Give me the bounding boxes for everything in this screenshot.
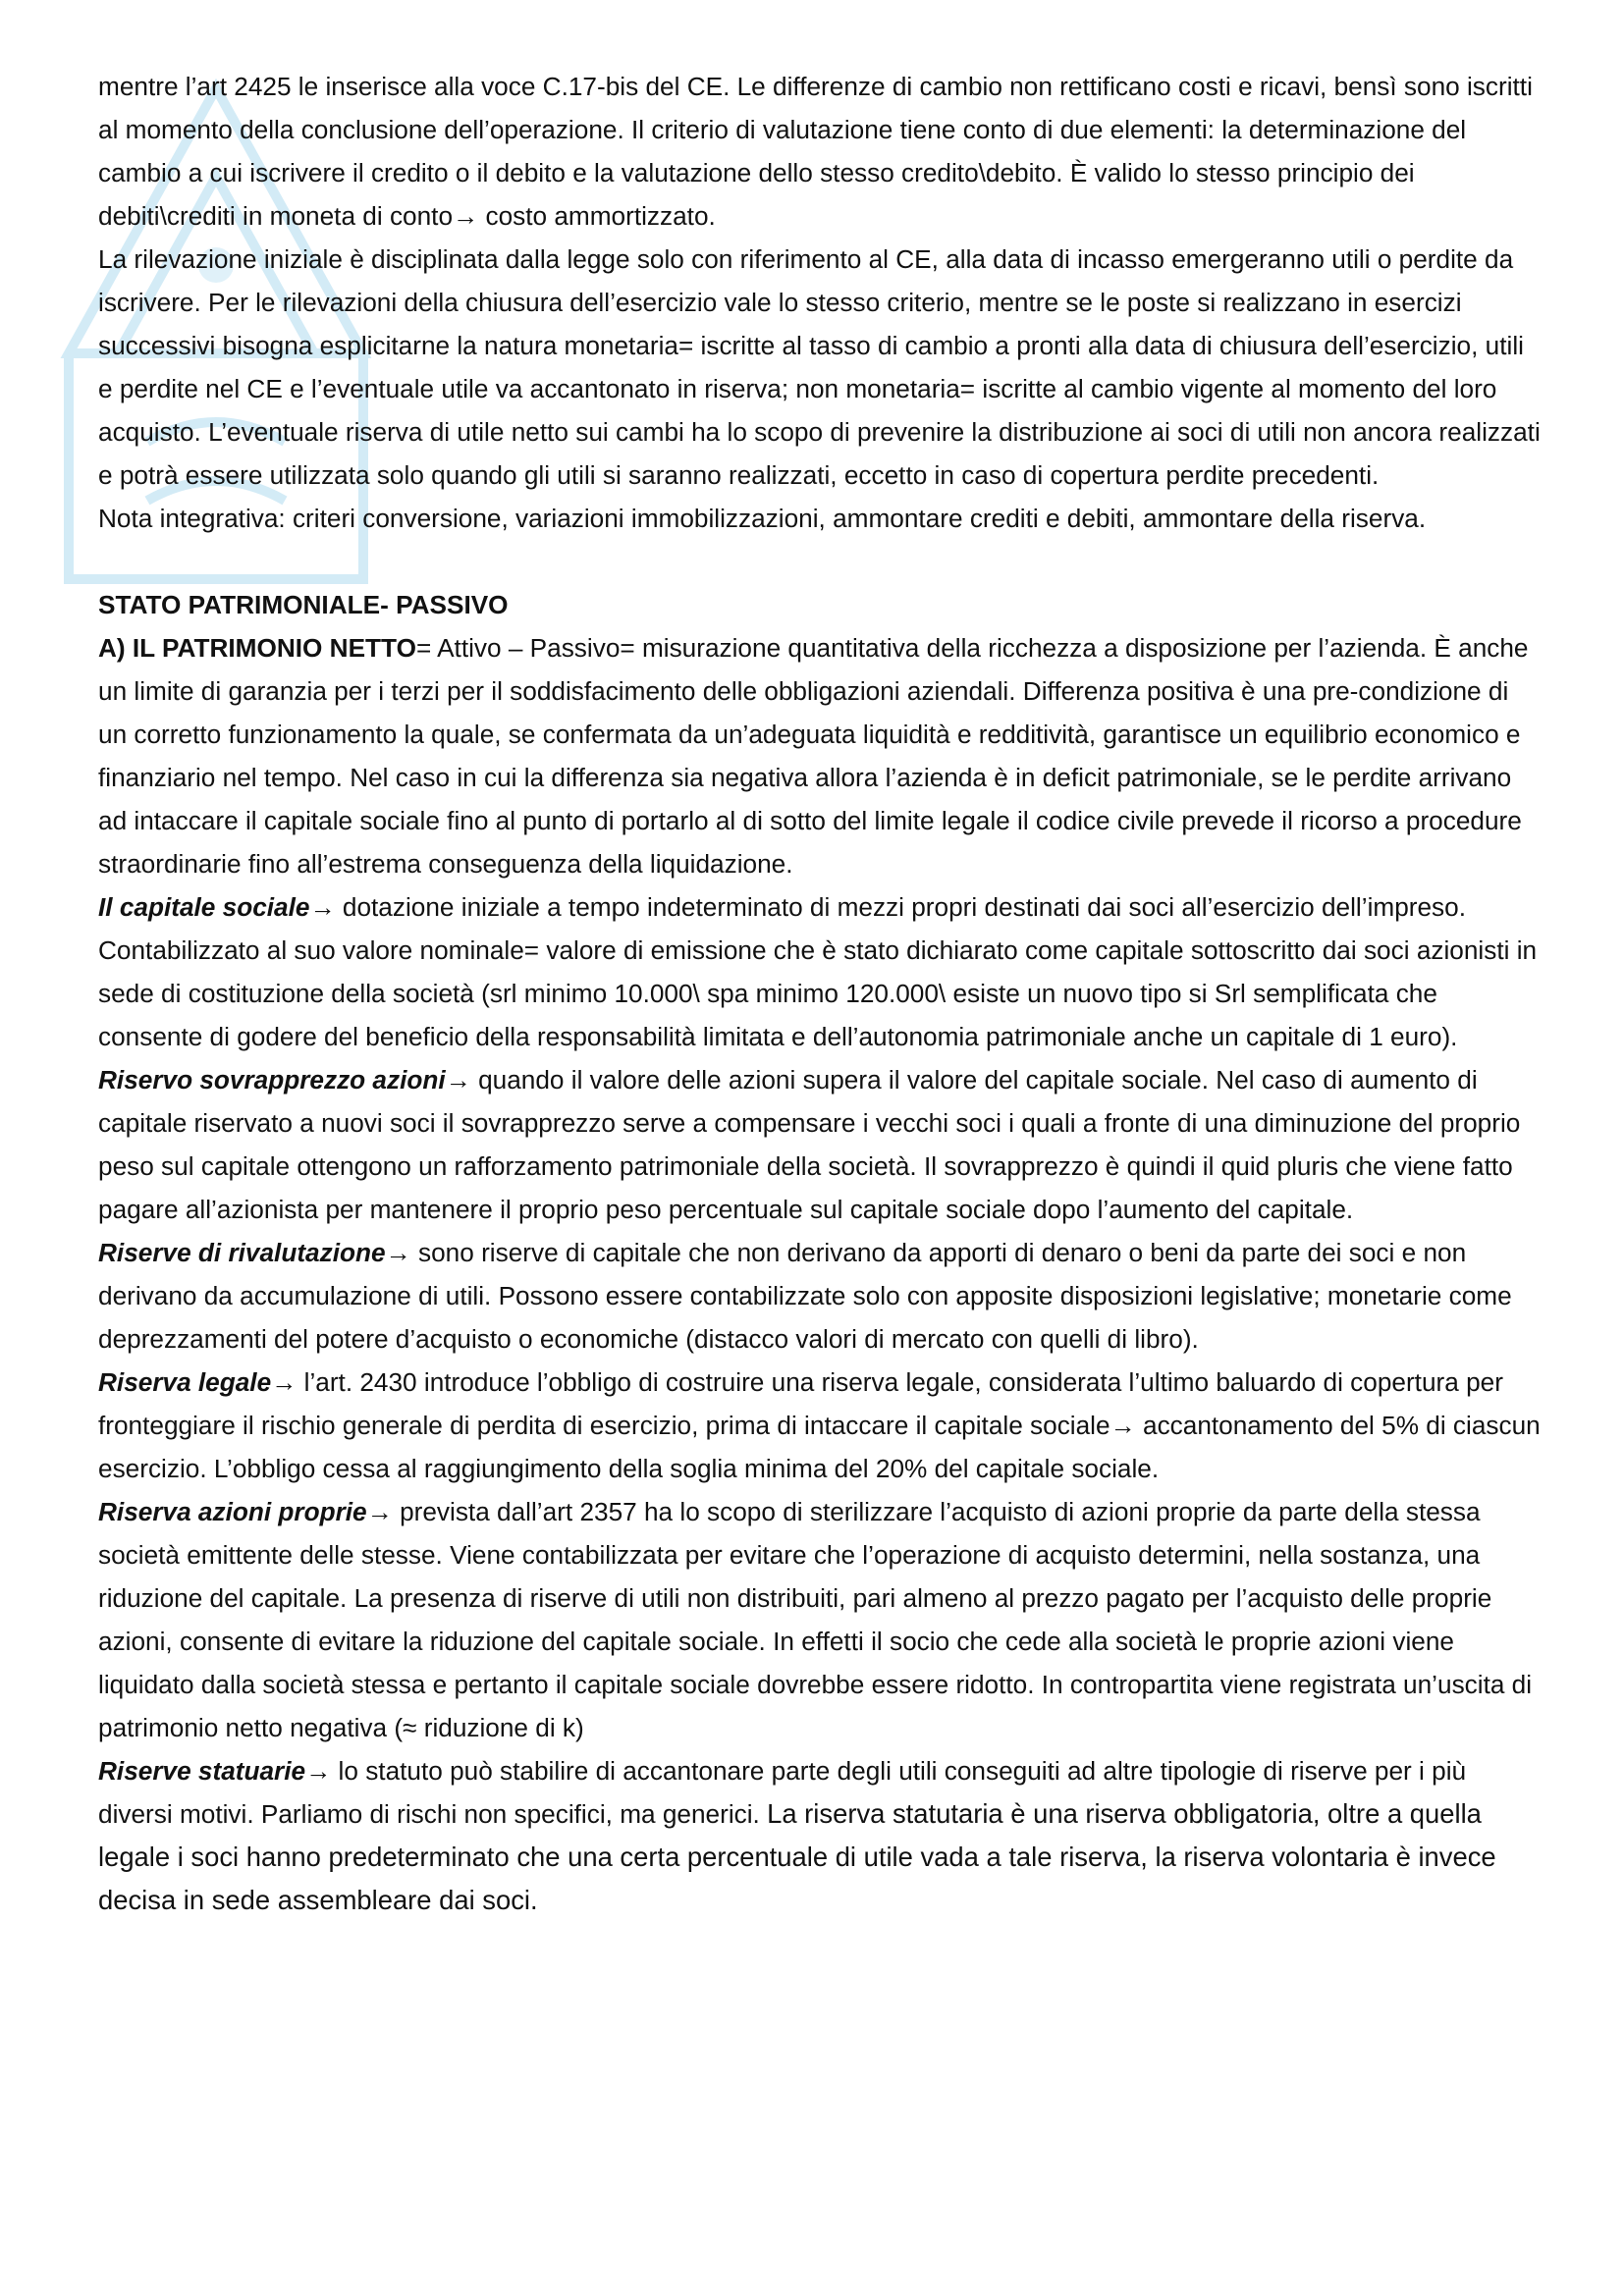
capitale-sociale-text: → dotazione iniziale a tempo indeterminato di mezzi propri destinati dai soci all’esercizio dell’impreso. Contabilizzato al suo valore nominale= valore di emissione che è stato dichiarato come capitale sottoscritto dai soci azionisti in sede di costituzione della società (srl minimo 10.000\ spa minimo 120.000\ esiste un nuovo tipo si Srl semplificata che consente di godere del beneficio della responsabilità limitata e dell’autonomia patrimoniale anche un capitale di 1 euro). [98,892,1538,1051]
sovrapprezzo-paragraph [98,1058,1542,1231]
rivalutazione-paragraph [98,1231,1542,1361]
riserva-legale-term: Riserva legale [98,1367,272,1397]
rivalutazione-term: Riserve di rivalutazione [98,1238,386,1267]
patrimonio-netto-term: A) IL PATRIMONIO NETTO [98,633,416,663]
azioni-proprie-paragraph [98,1490,1542,1749]
riserve-statuarie-term: Riserve statuarie [98,1756,306,1786]
section-heading: STATO PATRIMONIALE- PASSIVO [98,590,509,619]
sovrapprezzo-term: Riservo sovrapprezzo azioni [98,1065,446,1095]
intro-paragraph-3: Nota integrativa: criteri conversione, variazioni immobilizzazioni, ammontare crediti e debiti, ammontare della riserva. [98,504,1427,533]
rivalutazione-text: → sono riserve di capitale che non derivano da apporti di denaro o beni da parte dei soci e non derivano da accumulazione di utili. Possono essere contabilizzate solo con apposite disposizioni legislative; monetarie come deprezzamenti del potere d’acquisto o economiche (distacco valori di mercato con quelli di libro). [98,1238,1512,1354]
capitale-sociale-paragraph [98,885,1542,1058]
intro-paragraph-1: mentre l’art 2425 le inserisce alla voce C.17-bis del CE. Le differenze di cambio non rettificano costi e ricavi, bensì sono iscritti al momento della conclusione dell’operazione. Il criterio di valutazione tiene conto di due elementi: la determinazione del cambio a cui iscrivere il credito o il debito e la valutazione dello stesso credito\debito. È valido lo stesso principio dei debiti\crediti in moneta di conto→ costo ammortizzato. [98,72,1533,231]
azioni-proprie-term: Riserva azioni proprie [98,1497,367,1526]
azioni-proprie-text: → prevista dall’art 2357 ha lo scopo di sterilizzare l’acquisto di azioni proprie da parte della stessa società emittente delle stesse. Viene contabilizzata per evitare che l’operazione di acquisto determini, nella sostanza, una riduzione del capitale. La presenza di riserve di utili non distribuiti, pari almeno al prezzo pagato per l’acquisto delle proprie azioni, consente di evitare la riduzione del capitale sociale. In effetti il socio che cede alla società le proprie azioni viene liquidato dalla società stessa e pertanto il capitale sociale dovrebbe essere ridotto. In contropartita viene registrata un’uscita di patrimonio netto negativa (≈ riduzione di k) [98,1497,1533,1742]
riserve-statuarie-paragraph [98,1749,1542,1922]
patrimonio-netto-text: = Attivo – Passivo= misurazione quantitativa della ricchezza a disposizione per l’azienda. È anche un limite di garanzia per i terzi per il soddisfacimento delle obbligazioni aziendali. Differenza positiva è una pre-condizione di un corretto funzionamento la quale, se confermata da un’adeguata liquidità e redditività, garantisce un equilibrio economico e finanziario nel tempo. Nel caso in cui la differenza sia negativa allora l’azienda è in deficit patrimoniale, se le perdite arrivano ad intaccare il capitale sociale fino al punto di portarlo al di sotto del limite legale il codice civile prevede il ricorso a procedure straordinarie fino all’estrema conseguenza della liquidazione. [98,633,1529,879]
riserve-statuarie-text: → lo statuto può stabilire di accantonare parte degli utili conseguiti ad altre tipologie di riserve per i più diversi motivi. Parliamo di rischi non specifici, ma generici. [98,1756,1467,1829]
capitale-sociale-term: Il capitale sociale [98,892,310,922]
intro-paragraph-2: La rilevazione iniziale è disciplinata dalla legge solo con riferimento al CE, alla data di incasso emergeranno utili o perdite da iscrivere. Per le rilevazioni della chiusura dell’esercizio vale lo stesso criterio, mentre se le poste si realizzano in esercizi successivi bisogna esplicitarne la natura monetaria= iscritte al tasso di cambio a pronti alla data di chiusura dell’esercizio, utili e perdite nel CE e l’eventuale utile va accantonato in riserva; non monetaria= iscritte al cambio vigente al momento del loro acquisto. L’eventuale riserva di utile netto sui cambi ha lo scopo di prevenire la distribuzione ai soci di utili non ancora realizzati e potrà essere utilizzata solo quando gli utili si saranno realizzati, eccetto in caso di copertura perdite precedenti. [98,244,1541,490]
sovrapprezzo-text: → quando il valore delle azioni supera il valore del capitale sociale. Nel caso di aumento di capitale riservato a nuovi soci il sovrapprezzo serve a compensare i vecchi soci i quali a fronte di una diminuzione del proprio peso sul capitale ottengono un rafforzamento patrimoniale della società. Il sovrapprezzo è quindi il quid pluris che viene fatto pagare all’azionista per mantenere il proprio peso percentuale sul capitale sociale dopo l’aumento del capitale. [98,1065,1521,1224]
patrimonio-netto-paragraph [98,626,1542,885]
riserva-legale-paragraph [98,1361,1542,1490]
riserve-statuarie-tail: La riserva statutaria è una riserva obbligatoria, oltre a quella legale i soci hanno predeterminato che una certa percentuale di utile vada a tale riserva, la riserva volontaria è invece decisa in sede assembleare dai soci. [98,1798,1496,1915]
riserva-legale-text: → l’art. 2430 introduce l’obbligo di costruire una riserva legale, considerata l’ultimo baluardo di copertura per fronteggiare il rischio generale di perdita di esercizio, prima di intaccare il capitale sociale→ accantonamento del 5% di ciascun esercizio. L’obbligo cessa al raggiungimento della soglia minima del 20% del capitale sociale. [98,1367,1541,1483]
document-body [98,65,1542,1922]
